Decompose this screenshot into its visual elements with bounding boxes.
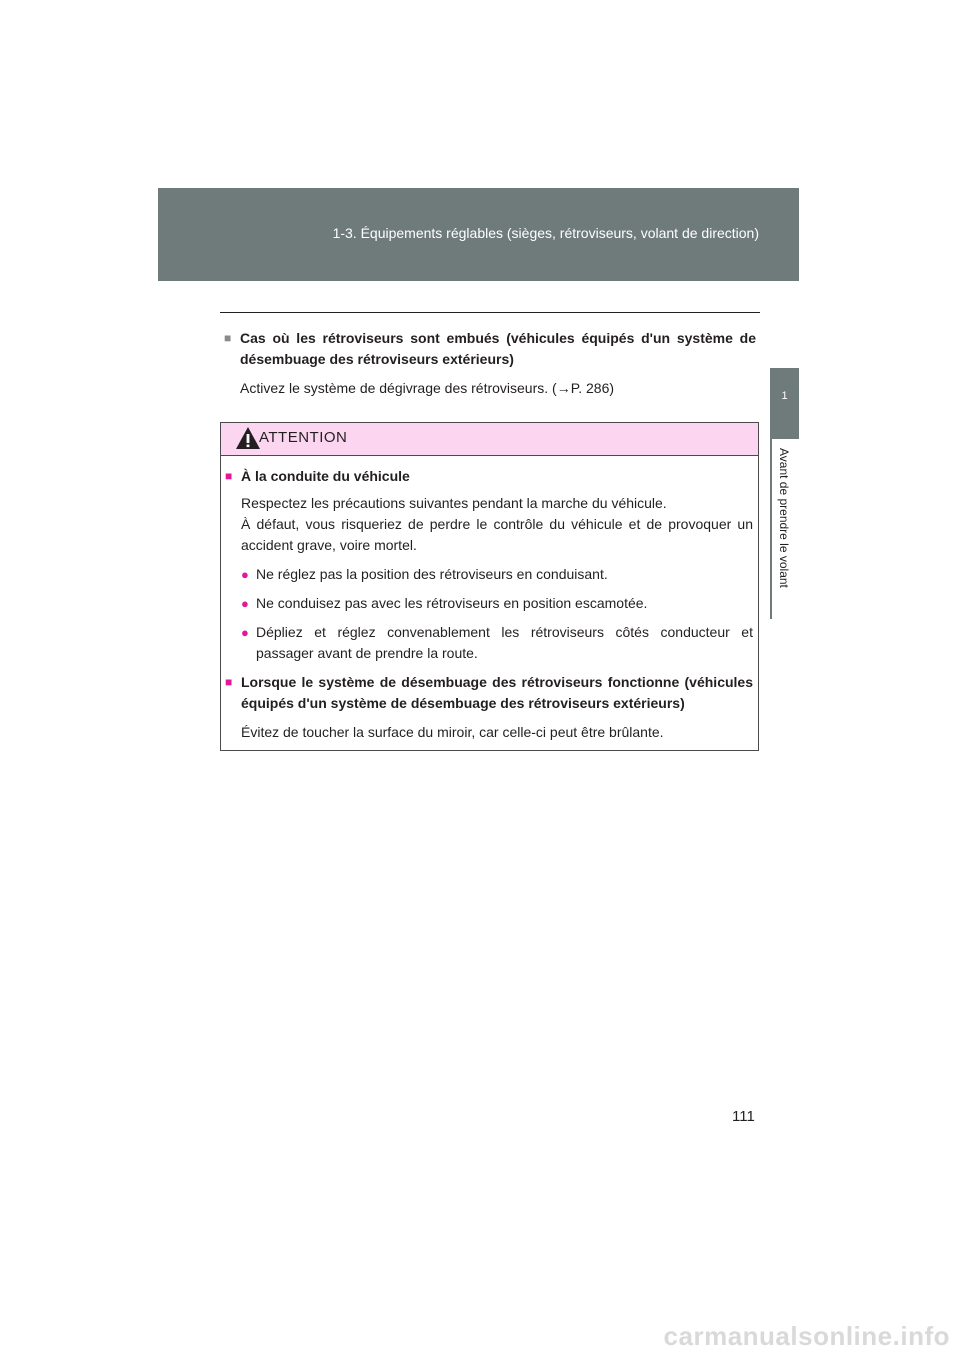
warning-heading-text: À la conduite du véhicule [241,468,410,484]
page-number: 111 [732,1108,755,1125]
warning-paragraph: Respectez les précautions suivantes pendant la marche du véhicule. [241,495,667,511]
pink-bullet-icon: ● [241,567,249,582]
pink-square-icon: ■ [225,469,233,483]
warning-heading-defogger [225,672,753,714]
mirror-fog-section [224,328,756,399]
section-divider [220,312,760,313]
attention-title: ATTENTION [259,429,348,446]
bullet-text: Ne conduisez pas avec les rétroviseurs en position escamotée. [256,595,648,611]
chapter-title: 1-3. Équipements réglables (sièges, rétroviseurs, volant de direction) [332,225,759,241]
warning-heading-driving [225,466,753,487]
warning-bullet [241,622,753,664]
pink-bullet-icon: ● [241,596,249,611]
chapter-header-band [158,188,799,281]
section-body: Activez le système de dégivrage des rétroviseurs. (→P. 286) [240,380,615,396]
gray-square-icon: ■ [224,331,232,345]
attention-header [221,423,758,456]
pink-bullet-icon: ● [241,625,249,640]
chapter-number: 1 [781,390,788,402]
attention-content [221,456,758,743]
warning-triangle-icon [235,426,261,450]
chapter-side-label: Avant de prendre le volant [777,448,791,588]
watermark: carmanualsonline.info [663,1321,950,1351]
chapter-side-tab [770,368,799,439]
warning-paragraph: Évitez de toucher la surface du miroir, car celle-ci peut être brûlante. [241,724,664,740]
attention-box [220,422,759,751]
pink-square-icon: ■ [225,675,233,689]
section-heading-text: Cas où les rétroviseurs sont embués (véhicules équipés d'un système de désembuage des rétroviseurs extérieurs) [240,330,756,367]
warning-heading-text: Lorsque le système de désembuage des rétroviseurs fonctionne (véhicules équipés d'un système de désembuage des rétroviseurs extérieurs) [241,674,753,711]
warning-bullet [241,593,753,614]
bullet-text: Ne réglez pas la position des rétroviseurs en conduisant. [256,566,608,582]
section-heading [224,328,756,370]
warning-paragraph: À défaut, vous risqueriez de perdre le contrôle du véhicule et de provoquer un accident grave, voire mortel. [241,516,753,553]
side-tab-divider [770,439,772,619]
warning-bullet [241,564,753,585]
bullet-text: Dépliez et réglez convenablement les rétroviseurs côtés conducteur et passager avant de prendre la route. [256,624,753,661]
